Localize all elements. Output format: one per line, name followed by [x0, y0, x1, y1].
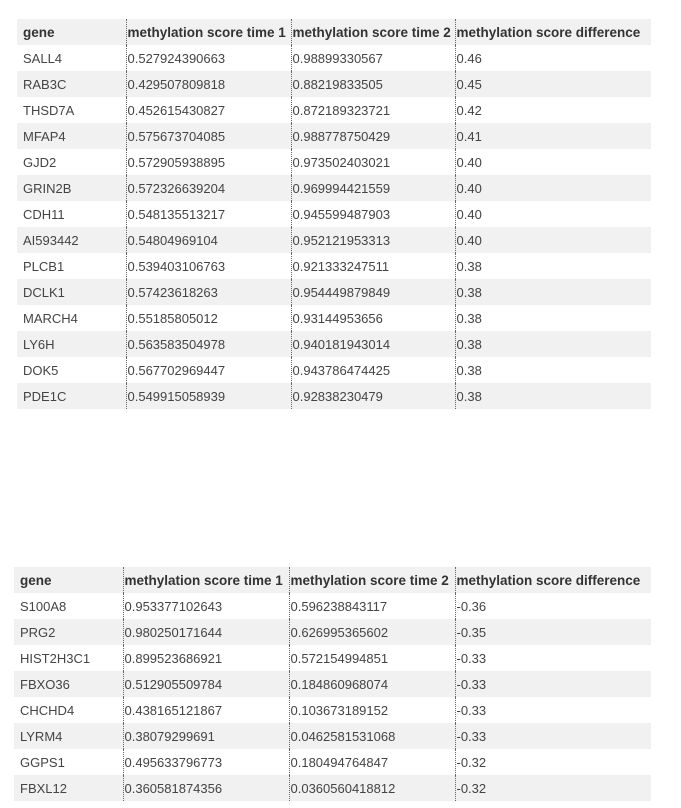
gene-cell: PLCB1 [23, 258, 65, 274]
difference-cell: -0.33 [455, 723, 651, 749]
gene-cell: HIST2H3C1 [20, 650, 91, 666]
time1-score-cell: 0.57423618263 [126, 279, 291, 305]
table-row [17, 383, 651, 409]
difference-cell: -0.33 [455, 671, 651, 697]
table-row [17, 279, 651, 305]
gene-header[interactable]: gene [23, 24, 55, 40]
time1-score-cell: 0.980250171644 [123, 619, 289, 645]
difference-cell: 0.38 [455, 305, 651, 331]
gene-header[interactable]: gene [20, 572, 52, 588]
difference-cell: 0.40 [455, 175, 651, 201]
difference-cell: 0.40 [455, 149, 651, 175]
gene-cell: FBXL12 [20, 780, 67, 796]
table-row [17, 305, 651, 331]
time1-score-cell: 0.38079299691 [123, 723, 289, 749]
time1-score-cell: 0.452615430827 [126, 97, 291, 123]
table-row [17, 357, 651, 383]
time1-score-cell: 0.567702969447 [126, 357, 291, 383]
time2-score-cell: 0.872189323721 [291, 97, 455, 123]
time2-score-cell: 0.92838230479 [291, 383, 455, 409]
time1-score-cell: 0.438165121867 [123, 697, 289, 723]
time2-score-cell: 0.973502403021 [291, 149, 455, 175]
time2-score-cell: 0.572154994851 [289, 645, 455, 671]
difference-header[interactable]: methylation score difference [455, 567, 651, 593]
gene-cell: GRIN2B [23, 180, 72, 196]
difference-cell: 0.40 [455, 227, 651, 253]
gene-cell: DOK5 [23, 362, 59, 378]
time2-score-cell: 0.93144953656 [291, 305, 455, 331]
difference-cell: 0.38 [455, 279, 651, 305]
time2-header[interactable]: methylation score time 2 [291, 19, 455, 45]
time2-score-cell: 0.988778750429 [291, 123, 455, 149]
gene-cell: CDH11 [23, 206, 65, 222]
table-row [14, 593, 651, 619]
time2-score-cell: 0.943786474425 [291, 357, 455, 383]
time2-score-cell: 0.88219833505 [291, 71, 455, 97]
gene-cell: THSD7A [23, 102, 75, 118]
gene-cell: MFAP4 [23, 128, 66, 144]
time1-score-cell: 0.575673704085 [126, 123, 291, 149]
difference-cell: -0.32 [455, 775, 651, 801]
difference-cell: -0.35 [455, 619, 651, 645]
time1-header[interactable]: methylation score time 1 [123, 567, 289, 593]
gene-cell: GGPS1 [20, 754, 65, 770]
top-table-container[interactable] [17, 19, 651, 404]
time2-score-cell: 0.184860968074 [289, 671, 455, 697]
bottom-table-container[interactable] [14, 567, 651, 808]
difference-cell: -0.32 [455, 749, 651, 775]
gene-cell: MARCH4 [23, 310, 78, 326]
table-row [17, 331, 651, 357]
time2-score-cell: 0.98899330567 [291, 45, 455, 71]
table-header-row [14, 567, 651, 593]
time2-score-cell: 0.940181943014 [291, 331, 455, 357]
table-row [14, 619, 651, 645]
time2-score-cell: 0.103673189152 [289, 697, 455, 723]
table-row [14, 645, 651, 671]
difference-cell: 0.38 [455, 253, 651, 279]
time1-score-cell: 0.572326639204 [126, 175, 291, 201]
bottom-methylation-table [14, 567, 651, 801]
time1-score-cell: 0.899523686921 [123, 645, 289, 671]
gene-cell: PDE1C [23, 388, 67, 404]
table-header-row [17, 19, 651, 45]
difference-cell: 0.46 [455, 45, 651, 71]
table-row [17, 175, 651, 201]
difference-cell: 0.42 [455, 97, 651, 123]
table-row [17, 201, 651, 227]
time1-score-cell: 0.572905938895 [126, 149, 291, 175]
difference-cell: 0.40 [455, 201, 651, 227]
table-row [17, 71, 651, 97]
gene-cell: DCLK1 [23, 284, 65, 300]
difference-cell: -0.36 [455, 593, 651, 619]
time1-score-cell: 0.512905509784 [123, 671, 289, 697]
time1-score-cell: 0.548135513217 [126, 201, 291, 227]
time1-score-cell: 0.953377102643 [123, 593, 289, 619]
time1-score-cell: 0.54804969104 [126, 227, 291, 253]
gene-cell: FBXO36 [20, 676, 70, 692]
difference-cell: 0.41 [455, 123, 651, 149]
gene-cell: GJD2 [23, 154, 57, 170]
difference-cell: 0.38 [455, 383, 651, 409]
table-row [17, 45, 651, 71]
time2-score-cell: 0.952121953313 [291, 227, 455, 253]
time1-score-cell: 0.539403106763 [126, 253, 291, 279]
time1-score-cell: 0.55185805012 [126, 305, 291, 331]
time2-score-cell: 0.954449879849 [291, 279, 455, 305]
time2-score-cell: 0.969994421559 [291, 175, 455, 201]
time2-header[interactable]: methylation score time 2 [289, 567, 455, 593]
time2-score-cell: 0.596238843117 [289, 593, 455, 619]
time1-score-cell: 0.429507809818 [126, 71, 291, 97]
table-row [17, 149, 651, 175]
gene-cell: RAB3C [23, 76, 67, 92]
time1-score-cell: 0.563583504978 [126, 331, 291, 357]
difference-cell: 0.45 [455, 71, 651, 97]
gene-cell: CHCHD4 [20, 702, 75, 718]
gene-cell: PRG2 [20, 624, 56, 640]
time1-score-cell: 0.527924390663 [126, 45, 291, 71]
time1-score-cell: 0.495633796773 [123, 749, 289, 775]
table-row [14, 749, 651, 775]
table-row [14, 697, 651, 723]
difference-cell: -0.33 [455, 645, 651, 671]
gene-cell: LYRM4 [20, 728, 63, 744]
time2-score-cell: 0.626995365602 [289, 619, 455, 645]
time2-score-cell: 0.0462581531068 [289, 723, 455, 749]
difference-cell: 0.38 [455, 357, 651, 383]
time2-score-cell: 0.945599487903 [291, 201, 455, 227]
table-row [14, 775, 651, 801]
time1-score-cell: 0.549915058939 [126, 383, 291, 409]
table-row [14, 723, 651, 749]
time2-score-cell: 0.921333247511 [291, 253, 455, 279]
difference-header[interactable]: methylation score difference [455, 19, 651, 45]
difference-cell: -0.33 [455, 697, 651, 723]
time1-header[interactable]: methylation score time 1 [126, 19, 291, 45]
table-row [17, 253, 651, 279]
table-row [17, 97, 651, 123]
gene-cell: S100A8 [20, 598, 67, 614]
difference-cell: 0.38 [455, 331, 651, 357]
gene-cell: LY6H [23, 336, 55, 352]
gene-cell: SALL4 [23, 50, 63, 66]
table-row [14, 671, 651, 697]
time1-score-cell: 0.360581874356 [123, 775, 289, 801]
time2-score-cell: 0.0360560418812 [289, 775, 455, 801]
top-methylation-table [17, 19, 651, 409]
time2-score-cell: 0.180494764847 [289, 749, 455, 775]
table-row [17, 123, 651, 149]
gene-cell: AI593442 [23, 232, 79, 248]
table-row [17, 227, 651, 253]
